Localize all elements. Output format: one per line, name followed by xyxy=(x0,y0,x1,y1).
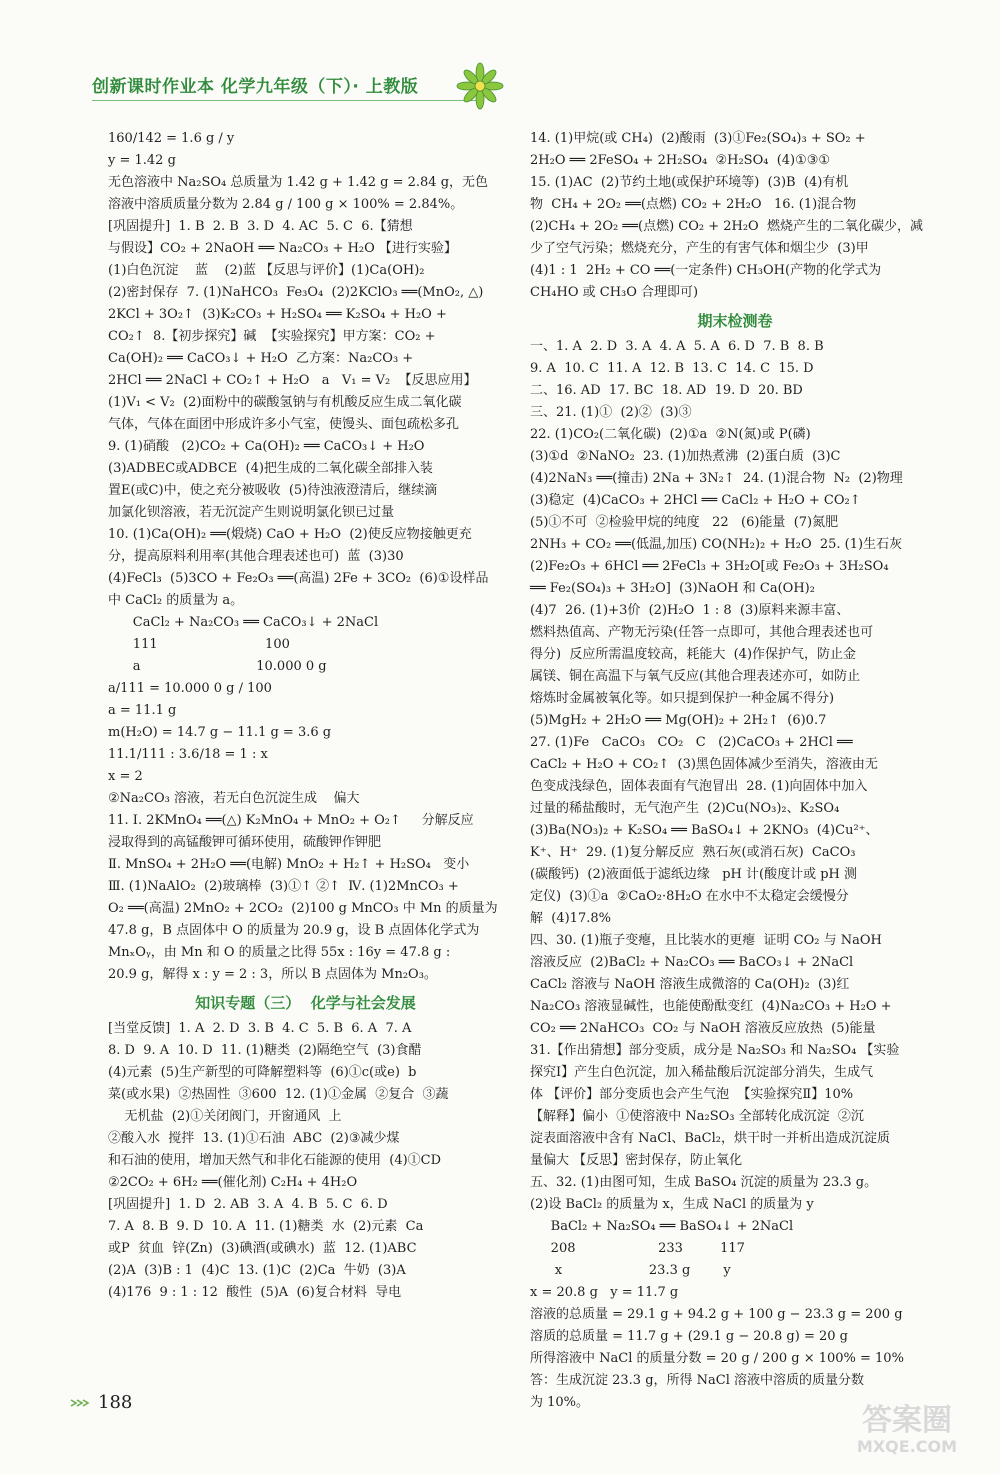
left-answer-line: (1)V₁ < V₂ (2)面粉中的碳酸氢钠与有机酸反应生成二氧化碳 xyxy=(108,395,462,410)
right-answer-2-line: CaCl₂ 溶液与 NaOH 溶液生成微溶的 Ca(OH)₂ (3)红 xyxy=(530,977,850,992)
left-answer-2-line: 或P 贫血 锌(Zn) (3)碘酒(或碘水) 蓝 12. (1)ABC xyxy=(108,1241,417,1256)
left-answer-line: (3)ADBEC或ADBCE (4)把生成的二氧化碳全部排入装 xyxy=(108,461,433,476)
left-answer-line: 与假设】CO₂ + 2NaOH ══ Na₂CO₃ + H₂O 【进行实验】 xyxy=(108,241,457,256)
right-answer-2-line: 淀表面溶液中含有 NaCl、BaCl₂，烘干时一并析出造成沉淀质 xyxy=(530,1131,890,1146)
right-answer-2-line: 溶液反应 (2)BaCl₂ + Na₂CO₃ ══ BaCO₃↓ + 2NaCl xyxy=(530,955,854,970)
left-answer-line: 9. (1)硝酸 (2)CO₂ + Ca(OH)₂ ══ CaCO₃↓ + H₂O xyxy=(108,439,425,454)
right-answer-2-line: 定仪) (3)①a ②CaO₂·8H₂O 在水中不太稳定会缓慢分 xyxy=(530,889,849,904)
right-answer-2-line: CO₂ ══ 2NaHCO₃ CO₂ 与 NaOH 溶液反应放热 (5)能量 xyxy=(530,1021,876,1036)
left-answer-line: O₂ ══(高温) 2MnO₂ + 2CO₂ (2)100 g MnCO₃ 中 Mn 的质量为 xyxy=(108,901,498,916)
right-answer-2-line: K⁺、H⁺ 29. (1)复分解反应 熟石灰(或消石灰) CaCO₃ xyxy=(530,845,856,860)
right-answer-line: (2)CH₄ + 2O₂ ══(点燃) CO₂ + 2H₂O 燃烧产生的二氧化碳少，减 xyxy=(530,219,923,234)
right-answer-2-line: 解 (4)17.8% xyxy=(530,911,611,926)
left-answer-line: 溶液中溶质质量分数为 2.84 g / 100 g × 100% = 2.84%。 xyxy=(108,197,464,212)
right-answer-2-line: 答：生成沉淀 23.3 g，所得 NaCl 溶液中溶质的质量分数 xyxy=(530,1373,865,1388)
right-answer-2-line: 【解释】偏小 ①使溶液中 Na₂SO₃ 全部转化成沉淀 ②沉 xyxy=(530,1109,864,1124)
left-answer-line: (4)FeCl₃ (5)3CO + Fe₂O₃ ══(高温) 2Fe + 3CO₂ (6)①设样品 xyxy=(108,571,489,586)
right-answer-2-line: (4)7 26. (1)+3价 (2)H₂O 1 : 8 (3)原料来源丰富、 xyxy=(530,603,850,618)
right-answer-line: 物 CH₄ + 2O₂ ══(点燃) CO₂ + 2H₂O 16. (1)混合物 xyxy=(530,197,857,212)
left-answer-2-line: 7. A 8. B 9. D 10. A 11. (1)糖类 水 (2)元素 Ca xyxy=(108,1219,424,1234)
left-answer-line: a/111 = 10.000 0 g / 100 xyxy=(108,681,272,696)
left-answer-line: [巩固提升] 1. B 2. B 3. D 4. AC 5. C 6.【猜想 xyxy=(108,219,413,234)
right-answer-line: 15. (1)AC (2)节约土地(或保护环境等) (3)B (4)有机 xyxy=(530,175,849,190)
right-answer-2-line: 溶质的总质量 = 11.7 g + (29.1 g − 20.8 g) = 20 g xyxy=(530,1329,848,1344)
right-answer-2-line: 22. (1)CO₂(二氧化碳) (2)①a ②N(氮)或 P(磷) xyxy=(530,427,811,442)
right-answer-2-line: 为 10%。 xyxy=(530,1395,590,1410)
left-answer-line: 10. (1)Ca(OH)₂ ══(煅烧) CaO + H₂O (2)使反应物接触更充 xyxy=(108,527,472,542)
page-header xyxy=(92,72,512,112)
right-answer-2-line: 属镁、铜在高温下与氧气反应(其他合理表述亦可，如防止 xyxy=(530,669,861,684)
left-answer-line: 2KCl + 3O₂↑ (3)K₂CO₃ + H₂SO₄ ══ K₂SO₄ + H₂O + xyxy=(108,307,447,322)
right-answer-2-line: 燃料热值高、产物无污染(任答一点即可，其他合理表述也可 xyxy=(530,625,874,640)
left-answer-2-line: 8. D 9. A 10. D 11. (1)糖类 (2)隔绝空气 (3)食醋 xyxy=(108,1043,422,1058)
left-answer-line: m(H₂O) = 14.7 g − 11.1 g = 3.6 g xyxy=(108,725,332,740)
right-answer-2-line: 探究Ⅰ】产生白色沉淀，加入稀盐酸后沉淀部分消失，生成气 xyxy=(530,1065,874,1080)
right-answer-lines-2 xyxy=(530,336,940,1414)
left-answer-line: CO₂↑ 8.【初步探究】碱 【实验探究】甲方案：CO₂ + xyxy=(108,329,436,344)
left-answer-2-line: [当堂反馈] 1. A 2. D 3. B 4. C 5. B 6. A 7. A xyxy=(108,1021,412,1036)
left-answer-2-line: 无机盐 (2)①关闭阀门，开窗通风 上 xyxy=(108,1109,342,1124)
section-title-knowledge-3: 知识专题（三） 化学与社会发展 xyxy=(195,994,416,1012)
right-answer-2-line: 溶液的总质量 = 29.1 g + 94.2 g + 100 g − 23.3 g = 200 g xyxy=(530,1307,903,1322)
right-answer-2-line: 过量的稀盐酸时，无气泡产生 (2)Cu(NO₃)₂、K₂SO₄ xyxy=(530,801,840,816)
left-column xyxy=(108,128,503,1304)
right-answer-line: 2H₂O ══ 2FeSO₄ + 2H₂SO₄ ②H₂SO₄ (4)①③① xyxy=(530,153,831,168)
left-answer-line: 加氯化钡溶液，若无沉淀产生则说明氯化钡已过量 xyxy=(108,505,395,520)
page-number: 188 xyxy=(98,1392,133,1413)
right-answer-line: 14. (1)甲烷(或 CH₄) (2)酸雨 (3)①Fe₂(SO₄)₃ + SO₂ + xyxy=(530,131,866,146)
left-answer-line: (1)白色沉淀 蓝 (2)蓝 【反思与评价】(1)Ca(OH)₂ xyxy=(108,263,425,278)
page-arrow-icon xyxy=(70,1398,92,1408)
left-answer-lines-2 xyxy=(108,1018,503,1304)
svg-text:答案圈: 答案圈 xyxy=(862,1403,952,1438)
right-answer-2-line: 三、21. (1)① (2)② (3)③ xyxy=(530,405,692,420)
right-answer-2-line: 量偏大 【反思】密封保存，防止氧化 xyxy=(530,1153,743,1168)
header-rule xyxy=(92,100,482,101)
left-answer-2-line: 和石油的使用，增加天然气和非化石能源的使用 (4)①CD xyxy=(108,1153,442,1168)
right-answer-line: CH₄HO 或 CH₃O 合理即可) xyxy=(530,285,699,300)
right-answer-2-line: 所得溶液中 NaCl 的质量分数 = 20 g / 200 g × 100% = 10% xyxy=(530,1351,904,1366)
right-answer-2-line: CaCl₂ + H₂O + CO₂↑ (3)黑色固体减少至消失，溶液由无 xyxy=(530,757,878,772)
right-answer-2-line: x = 20.8 g y = 11.7 g xyxy=(530,1285,679,1300)
right-answer-2-line: 色变成浅绿色，固体表面有气泡冒出 28. (1)向固体中加入 xyxy=(530,779,868,794)
left-answer-line: 20.9 g，解得 x : y = 2 : 3，所以 B 点固体为 Mn₂O₃。 xyxy=(108,967,437,982)
flower-logo-icon xyxy=(456,62,504,110)
left-answer-2-line: (4)176 9 : 1 : 12 酸性 (5)A (6)复合材料 导电 xyxy=(108,1285,402,1300)
right-answer-line: (4)1 : 1 2H₂ + CO ══(一定条件) CH₃OH(产物的化学式为 xyxy=(530,263,882,278)
left-answer-lines xyxy=(108,128,503,986)
left-answer-line: 111 100 xyxy=(108,637,290,652)
left-answer-line: 置E(或C)中，使之充分被吸收 (5)待浊液澄清后，继续滴 xyxy=(108,483,438,498)
right-answer-line: 少了空气污染；燃烧充分，产生的有害气体和烟尘少 (3)甲 xyxy=(530,241,869,256)
left-answer-line: MnₓOᵧ，由 Mn 和 O 的质量之比得 55x : 16y = 47.8 g : xyxy=(108,945,451,960)
right-answer-2-line: 9. A 10. C 11. A 12. B 13. C 14. C 15. D xyxy=(530,361,814,376)
book-title: 创新课时作业本 化学九年级（下）· 上教版 xyxy=(92,77,419,97)
left-answer-line: 2HCl ══ 2NaCl + CO₂↑ + H₂O a V₁ = V₂ 【反思应用】 xyxy=(108,373,477,388)
right-answer-2-line: 31.【作出猜想】部分变质，成分是 Na₂SO₃ 和 Na₂SO₄ 【实验 xyxy=(530,1043,900,1058)
left-answer-line: y = 1.42 g xyxy=(108,153,176,168)
right-answer-2-line: (5)①不可 ②检验甲烷的纯度 22 (6)能量 (7)氮肥 xyxy=(530,515,839,530)
right-answer-2-line: BaCl₂ + Na₂SO₄ ══ BaSO₄↓ + 2NaCl xyxy=(530,1219,794,1234)
right-answer-2-line: 四、30. (1)瓶子变瘪，且比装水的更瘪 证明 CO₂ 与 NaOH xyxy=(530,933,882,948)
left-answer-line: 分，提高原料利用率(其他合理表述也可) 蓝 (3)30 xyxy=(108,549,404,564)
right-answer-2-line: x 23.3 g y xyxy=(530,1263,731,1278)
right-answer-lines xyxy=(530,128,940,304)
left-answer-line: 11.1/111 : 3.6/18 = 1 : x xyxy=(108,747,268,762)
right-answer-2-line: (3)Ba(NO₃)₂ + K₂SO₄ ══ BaSO₄↓ + 2KNO₃ (4)Cu²⁺、 xyxy=(530,823,879,838)
left-answer-line: 无色溶液中 Na₂SO₄ 总质量为 1.42 g + 1.42 g = 2.84 g，无色 xyxy=(108,175,489,190)
section-title-final-exam: 期末检测卷 xyxy=(697,312,773,330)
right-answer-2-line: 27. (1)Fe CaCO₃ CO₂ C (2)CaCO₃ + 2HCl ══ xyxy=(530,735,853,750)
left-answer-line: (2)密封保存 7. (1)NaHCO₃ Fe₃O₄ (2)2KClO₃ ══(MnO₂, △) xyxy=(108,285,484,300)
left-answer-2-line: ②2CO₂ + 6H₂ ══(催化剂) C₂H₄ + 4H₂O xyxy=(108,1175,358,1190)
left-answer-line: ②Na₂CO₃ 溶液，若无白色沉淀生成 偏大 xyxy=(108,791,360,806)
left-answer-line: x = 2 xyxy=(108,769,143,784)
right-answer-2-line: 2NH₃ + CO₂ ══(低温,加压) CO(NH₂)₂ + H₂O 25. (1)生石灰 xyxy=(530,537,903,552)
right-answer-2-line: (4)2NaN₃ ══(撞击) 2Na + 3N₂↑ 24. (1)混合物 N₂ (2)物理 xyxy=(530,471,903,486)
left-answer-line: 中 CaCl₂ 的质量为 a。 xyxy=(108,593,244,608)
left-answer-line: 浸取得到的高锰酸钾可循环使用，硫酸钾作钾肥 xyxy=(108,835,382,850)
right-answer-2-line: (5)MgH₂ + 2H₂O ══ Mg(OH)₂ + 2H₂↑ (6)0.7 xyxy=(530,713,827,728)
right-column xyxy=(530,128,940,1414)
left-answer-2-line: (4)元素 (5)生产新型的可降解塑料等 (6)①c(或e) b xyxy=(108,1065,417,1080)
left-answer-2-line: [巩固提升] 1. D 2. AB 3. A 4. B 5. C 6. D xyxy=(108,1197,388,1212)
left-answer-line: 47.8 g，B 点固体中 O 的质量为 20.9 g，设 B 点固体化学式为 xyxy=(108,923,480,938)
right-answer-2-line: 五、32. (1)由图可知，生成 BaSO₄ 沉淀的质量为 23.3 g。 xyxy=(530,1175,878,1190)
right-answer-2-line: (3)①d ②NaNO₂ 23. (1)加热煮沸 (2)蛋白质 (3)C xyxy=(530,449,841,464)
left-answer-line: 11. Ⅰ. 2KMnO₄ ══(△) K₂MnO₄ + MnO₂ + O₂↑ 分解反应 xyxy=(108,813,474,828)
right-answer-2-line: 208 233 117 xyxy=(530,1241,745,1256)
svg-text:MXQE.COM: MXQE.COM xyxy=(856,1437,958,1456)
right-answer-2-line: Na₂CO₃ 溶液显碱性，也能使酚酞变红 (4)Na₂CO₃ + H₂O + xyxy=(530,999,892,1014)
right-answer-2-line: 得分) 反应所需温度较高，耗能大 (4)作保护气，防止金 xyxy=(530,647,857,662)
right-answer-2-line: 一、1. A 2. D 3. A 4. A 5. A 6. D 7. B 8. B xyxy=(530,339,824,354)
right-answer-2-line: 体 【评价】部分变质也会产生气泡 【实验探究Ⅱ】10% xyxy=(530,1087,854,1102)
left-answer-line: 气体，气体在面团中形成许多小气室，使馒头、面包疏松多孔 xyxy=(108,417,460,432)
right-answer-2-line: (2)Fe₂O₃ + 6HCl ══ 2FeCl₃ + 3H₂O[或 Fe₂O₃ + 3H₂SO₄ xyxy=(530,559,889,574)
right-answer-2-line: 熔炼时金属被氧化等。如只提到保护一种金属不得分) xyxy=(530,691,835,706)
watermark-logo xyxy=(832,1398,982,1458)
left-answer-line: 160/142 = 1.6 g / y xyxy=(108,131,235,146)
left-answer-line: Ca(OH)₂ ══ CaCO₃↓ + H₂O 乙方案：Na₂CO₃ + xyxy=(108,351,414,366)
right-answer-2-line: (2)设 BaCl₂ 的质量为 x，生成 NaCl 的质量为 y xyxy=(530,1197,814,1212)
right-answer-2-line: (3)稳定 (4)CaCO₃ + 2HCl ══ CaCl₂ + H₂O + CO₂↑ xyxy=(530,493,861,508)
right-answer-2-line: (碳酸钙) (2)液面低于滤纸边缘 pH 计(酸度计或 pH 测 xyxy=(530,867,858,882)
left-answer-2-line: 菜(或水果) ②热固性 ③600 12. (1)①金属 ②复合 ③蔬 xyxy=(108,1087,449,1102)
right-answer-2-line: ══ Fe₂(SO₄)₃ + 3H₂O] (3)NaOH 和 Ca(OH)₂ xyxy=(530,581,815,596)
left-answer-2-line: ②酸入水 搅拌 13. (1)①石油 ABC (2)③减少煤 xyxy=(108,1131,400,1146)
right-answer-2-line: 二、16. AD 17. BC 18. AD 19. D 20. BD xyxy=(530,383,803,398)
left-answer-2-line: (2)A (3)B : 1 (4)C 13. (1)C (2)Ca 牛奶 (3)A xyxy=(108,1263,406,1278)
left-answer-line: CaCl₂ + Na₂CO₃ ══ CaCO₃↓ + 2NaCl xyxy=(108,615,379,630)
left-answer-line: a = 11.1 g xyxy=(108,703,177,718)
left-answer-line: Ⅱ. MnSO₄ + 2H₂O ══(电解) MnO₂ + H₂↑ + H₂SO₄ 变小 xyxy=(108,857,470,872)
left-answer-line: a 10.000 0 g xyxy=(108,659,327,674)
left-answer-line: Ⅲ. (1)NaAlO₂ (2)玻璃棒 (3)①↑ ②↑ Ⅳ. (1)2MnCO₃ + xyxy=(108,879,459,894)
